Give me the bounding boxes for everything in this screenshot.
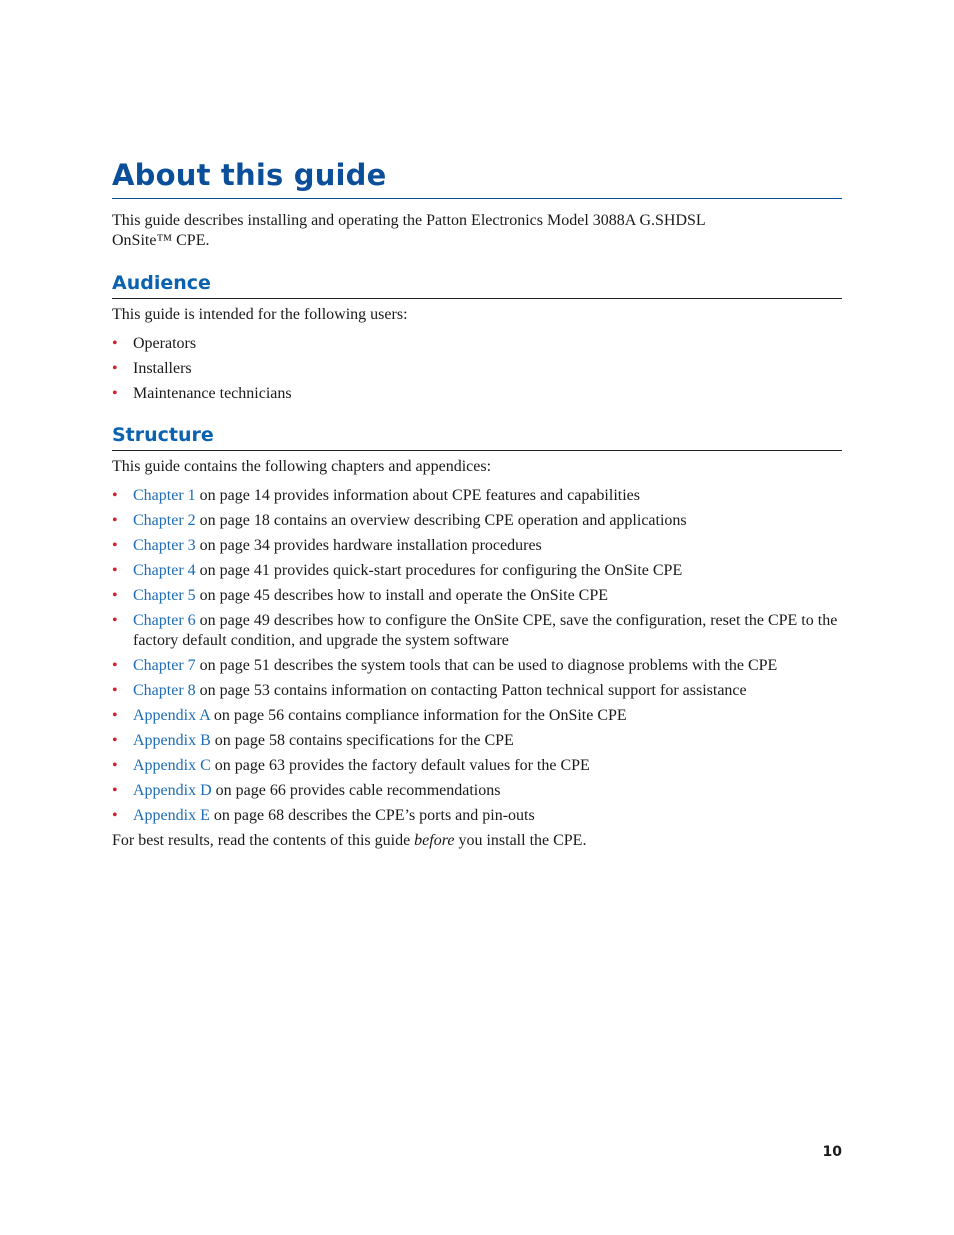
list-item: • Chapter 3 on page 34 provides hardware installation procedures (112, 537, 542, 554)
bullet-icon: • (112, 487, 118, 504)
chapter-1-link[interactable]: Chapter 1 (133, 487, 196, 504)
bullet-icon: • (112, 707, 118, 724)
list-item: • Chapter 5 on page 45 describes how to install and operate the OnSite CPE (112, 587, 609, 604)
audience-lead: This guide is intended for the following users: (112, 306, 408, 323)
bullet-icon: • (112, 682, 118, 699)
bullet-icon: • (112, 537, 118, 554)
closing-paragraph: For best results, read the contents of this guide before you install the CPE. (112, 832, 587, 849)
bullet-icon: • (112, 562, 118, 579)
chapter-6-link[interactable]: Chapter 6 (133, 612, 196, 629)
list-item: • Chapter 6 on page 49 describes how to configure the OnSite CPE, save the configuration, reset the CPE to the factory default condition, and upgrade the system software (112, 612, 838, 649)
page-number: 10 (822, 1144, 842, 1160)
audience-heading: Audience (112, 270, 842, 299)
bullet-icon: • (112, 782, 118, 799)
bullet-icon: • (112, 612, 118, 629)
appendix-a-link[interactable]: Appendix A (133, 707, 210, 724)
list-item: • Chapter 8 on page 53 contains information on contacting Patton technical support for assistance (112, 682, 747, 699)
list-item: • Appendix C on page 63 provides the factory default values for the CPE (112, 757, 590, 774)
bullet-icon: • (112, 335, 118, 352)
page-title: About this guide (112, 156, 842, 199)
structure-heading: Structure (112, 422, 842, 451)
list-item: • Operators (112, 335, 197, 352)
bullet-icon: • (112, 385, 118, 402)
bullet-icon: • (112, 757, 118, 774)
list-item: • Chapter 4 on page 41 provides quick-start procedures for configuring the OnSite CPE (112, 562, 683, 579)
list-item: • Chapter 7 on page 51 describes the system tools that can be used to diagnose problems with the CPE (112, 657, 778, 674)
list-item: • Appendix E on page 68 describes the CPE’s ports and pin-outs (112, 807, 535, 824)
bullet-icon: • (112, 657, 118, 674)
list-item: • Maintenance technicians (112, 385, 292, 402)
list-item: • Chapter 1 on page 14 provides information about CPE features and capabilities (112, 487, 640, 504)
list-item: • Installers (112, 360, 192, 377)
structure-list (112, 486, 842, 831)
list-item: • Appendix D on page 66 provides cable recommendations (112, 782, 501, 799)
appendix-b-link[interactable]: Appendix B (133, 732, 211, 749)
chapter-2-link[interactable]: Chapter 2 (133, 512, 196, 529)
bullet-icon: • (112, 512, 118, 529)
bullet-icon: • (112, 360, 118, 377)
list-item: • Appendix A on page 56 contains compliance information for the OnSite CPE (112, 707, 627, 724)
chapter-3-link[interactable]: Chapter 3 (133, 537, 196, 554)
bullet-icon: • (112, 587, 118, 604)
chapter-8-link[interactable]: Chapter 8 (133, 682, 196, 699)
list-item: • Appendix B on page 58 contains specifications for the CPE (112, 732, 514, 749)
chapter-7-link[interactable]: Chapter 7 (133, 657, 196, 674)
chapter-4-link[interactable]: Chapter 4 (133, 562, 196, 579)
appendix-d-link[interactable]: Appendix D (133, 782, 212, 799)
list-item: • Chapter 2 on page 18 contains an overview describing CPE operation and applications (112, 512, 687, 529)
bullet-icon: • (112, 807, 118, 824)
appendix-e-link[interactable]: Appendix E (133, 807, 210, 824)
bullet-icon: • (112, 732, 118, 749)
structure-lead: This guide contains the following chapters and appendices: (112, 458, 492, 475)
intro-paragraph: This guide describes installing and operating the Patton Electronics Model 3088A G.SHDSL OnSite™ CPE. (112, 212, 706, 249)
chapter-5-link[interactable]: Chapter 5 (133, 587, 196, 604)
audience-list (112, 334, 842, 409)
appendix-c-link[interactable]: Appendix C (133, 757, 211, 774)
